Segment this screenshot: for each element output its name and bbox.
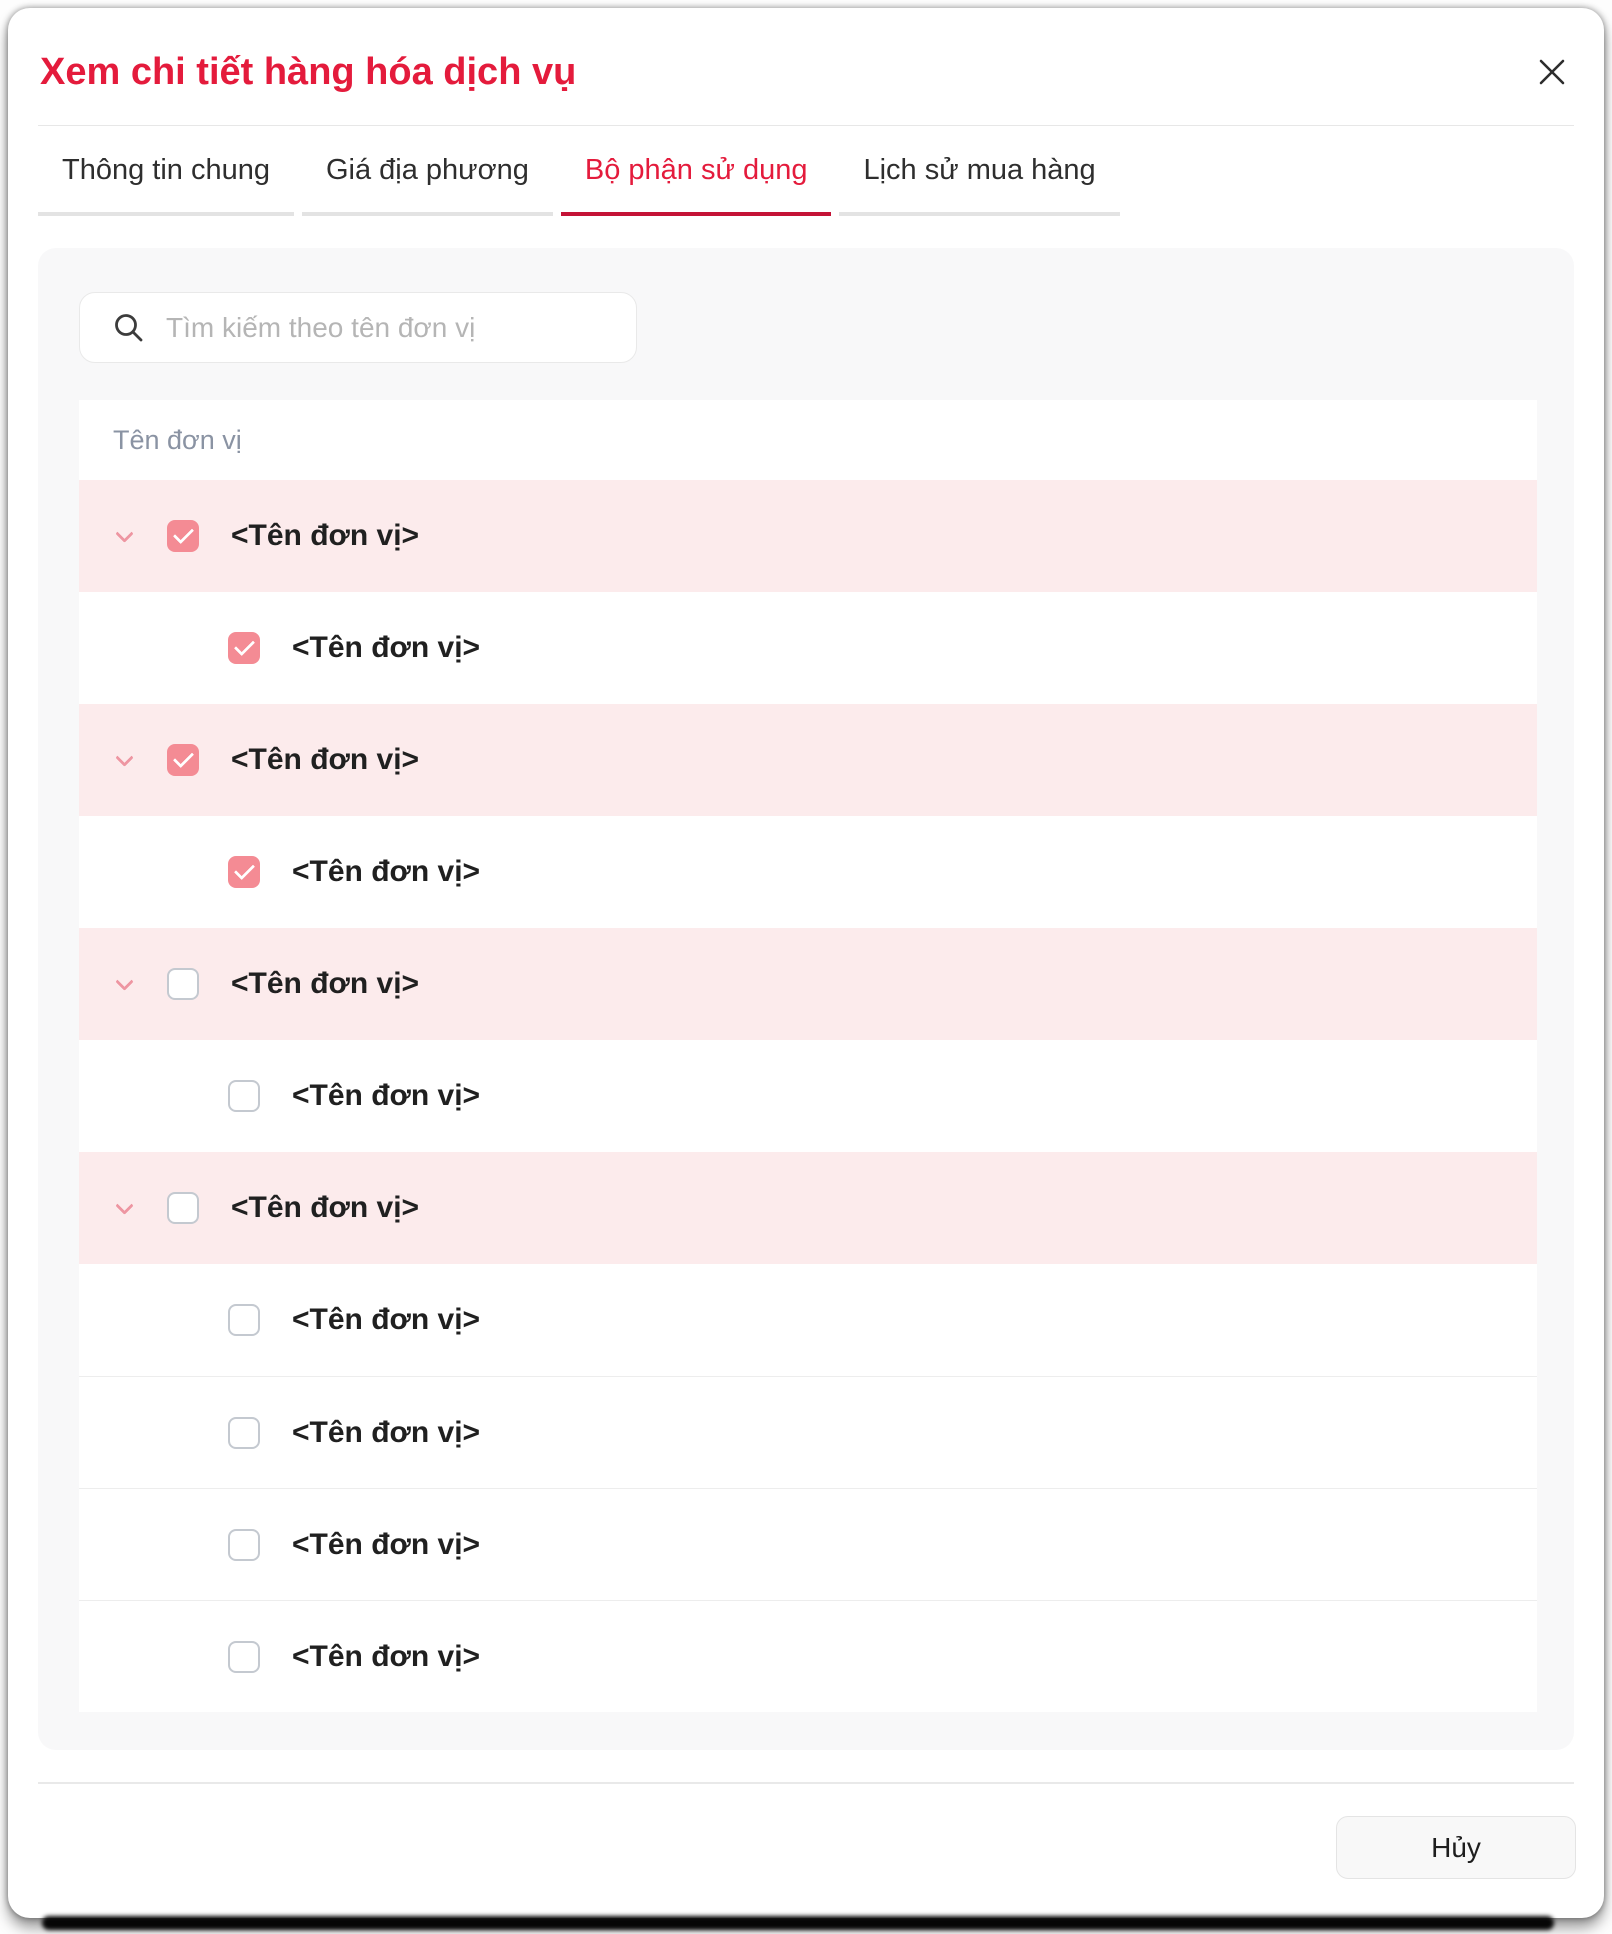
tab-2[interactable]: [561, 128, 832, 216]
search-input[interactable]: [166, 312, 636, 344]
modal-title: Xem chi tiết hàng hóa dịch vụ: [40, 51, 577, 93]
row-label: <Tên đơn vị>: [292, 1303, 481, 1336]
row-label: <Tên đơn vị>: [292, 1527, 481, 1561]
row-label: <Tên đơn vị>: [231, 519, 420, 552]
tab-1[interactable]: [302, 128, 553, 216]
row-checkbox[interactable]: [167, 1192, 199, 1224]
row-checkbox[interactable]: [228, 1529, 260, 1561]
chevron-down-icon[interactable]: [113, 530, 135, 543]
table-row: [79, 1600, 1537, 1712]
table-row: [79, 816, 1537, 928]
row-checkbox[interactable]: [167, 968, 199, 1000]
unit-table: [79, 400, 1537, 1712]
row-checkbox[interactable]: [228, 1641, 260, 1673]
table-row: [79, 1488, 1537, 1600]
row-checkbox[interactable]: [167, 744, 199, 776]
table-row: [79, 592, 1537, 704]
search-icon: [112, 311, 146, 345]
tab-label: Giá địa phương: [325, 153, 529, 186]
table-header: [79, 400, 1537, 480]
header-divider: [38, 125, 1574, 126]
table-row: [79, 1152, 1537, 1264]
row-label: <Tên đơn vị>: [231, 743, 420, 776]
row-label: <Tên đơn vị>: [292, 1415, 481, 1449]
tab-0[interactable]: [38, 128, 294, 216]
chevron-down-icon[interactable]: [113, 978, 135, 991]
row-checkbox[interactable]: [228, 1304, 260, 1336]
row-label: <Tên đơn vị>: [231, 967, 420, 1000]
tabs: [38, 128, 1120, 216]
chevron-down-icon[interactable]: [113, 754, 135, 767]
tab-label: Lịch sử mua hàng: [863, 153, 1096, 186]
row-label: <Tên đơn vị>: [292, 855, 481, 888]
tab-3[interactable]: [839, 128, 1119, 216]
row-label: <Tên đơn vị>: [292, 1639, 481, 1673]
row-label: <Tên đơn vị>: [231, 1191, 420, 1224]
cancel-button[interactable]: [1336, 1816, 1576, 1879]
row-label: <Tên đơn vị>: [292, 631, 481, 664]
table-body: [79, 480, 1537, 1712]
row-checkbox[interactable]: [228, 856, 260, 888]
table-row: [79, 1040, 1537, 1152]
search-box: [79, 292, 637, 363]
table-row: [79, 1376, 1537, 1488]
detail-modal: [8, 8, 1604, 1918]
close-button[interactable]: [1532, 52, 1572, 92]
cancel-button-label: Hủy: [1431, 1831, 1481, 1863]
row-checkbox[interactable]: [228, 1417, 260, 1449]
chevron-down-icon[interactable]: [113, 1202, 135, 1215]
tab-label: Thông tin chung: [62, 153, 270, 186]
modal-bottom-shadow: [42, 1916, 1554, 1930]
row-label: <Tên đơn vị>: [292, 1079, 481, 1112]
table-row: [79, 480, 1537, 592]
table-row: [79, 704, 1537, 816]
table-header-label: Tên đơn vị: [113, 424, 242, 455]
row-checkbox[interactable]: [167, 520, 199, 552]
content-panel: [38, 248, 1574, 1750]
row-checkbox[interactable]: [228, 632, 260, 664]
table-row: [79, 928, 1537, 1040]
close-icon: [1537, 57, 1567, 87]
table-row: [79, 1264, 1537, 1376]
tab-label: Bộ phận sử dụng: [584, 153, 808, 186]
footer-divider: [38, 1782, 1574, 1784]
row-checkbox[interactable]: [228, 1080, 260, 1112]
